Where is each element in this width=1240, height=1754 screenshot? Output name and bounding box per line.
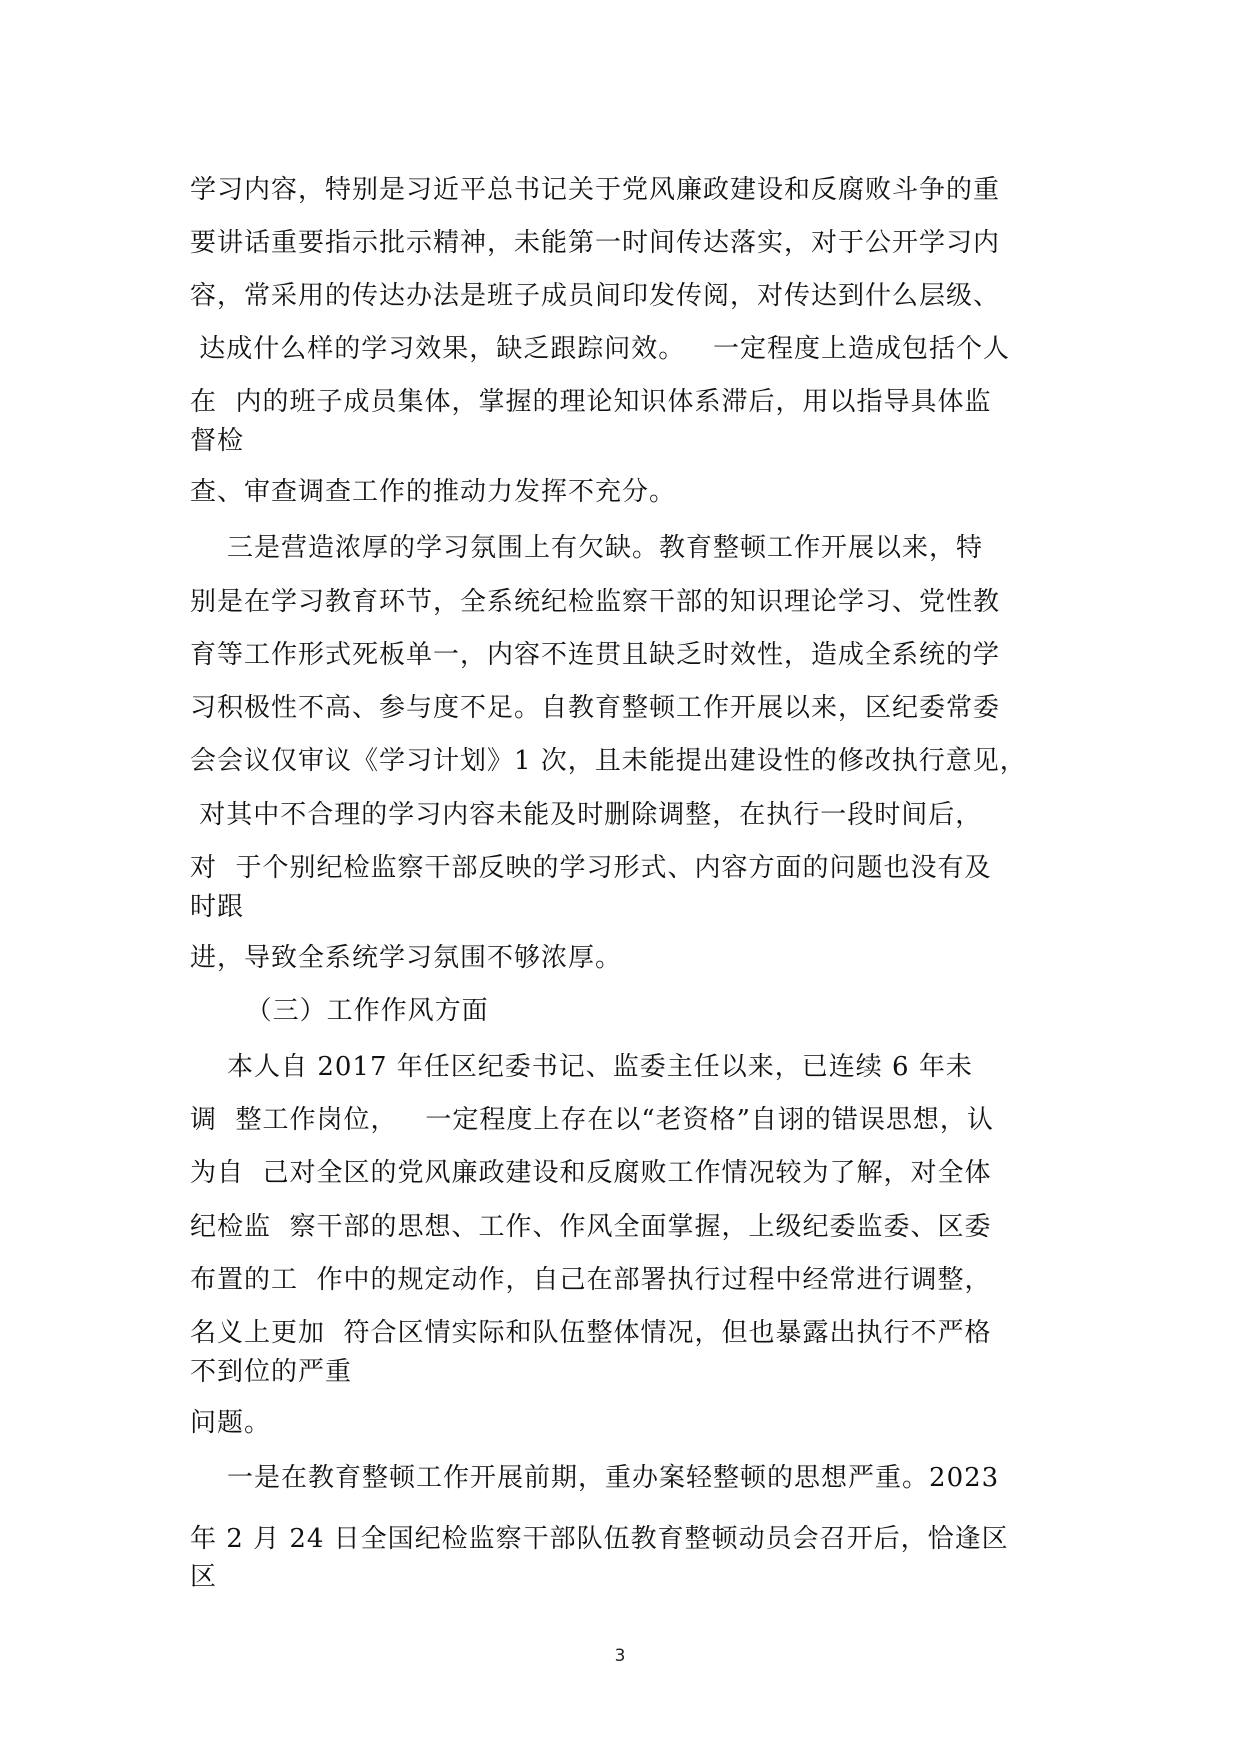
text-line: 在 内的班子成员集体，掌握的理论知识体系滞后，用以指导具体监	[190, 387, 992, 417]
text-line: 查、审查调查工作的推动力发挥不充分。	[190, 477, 677, 507]
text-line: 名义上更加 符合区情实际和队伍整体情况，但也暴露出执行不严格	[190, 1318, 992, 1348]
text-line: 学习内容，特别是习近平总书记关于党风廉政建设和反腐败斗争的重	[190, 175, 1001, 205]
text-line: 育等工作形式死板单一，内容不连贯且缺乏时效性，造成全系统的学	[190, 640, 1001, 670]
text-line: 要讲话重要指示批示精神，未能第一时间传达落实，对于公开学习内	[190, 228, 1001, 258]
text-line: 别是在学习教育环节，全系统纪检监察干部的知识理论学习、党性教	[190, 587, 1001, 617]
text-line: 布置的工 作中的规定动作，自己在部署执行过程中经常进行调整，	[190, 1265, 992, 1295]
text-line: 对其中不合理的学习内容未能及时删除调整，在执行一段时间后，	[190, 800, 983, 830]
text-line: 会会议仅审议《学习计划》1 次，且未能提出建设性的修改执行意见，	[190, 746, 1027, 776]
text-line: 调 整工作岗位， 一定程度上存在以“老资格”自诩的错误思想，认	[190, 1105, 994, 1135]
text-line: 达成什么样的学习效果，缺乏跟踪问效。 一定程度上造成包括个人	[190, 334, 1011, 364]
text-line: 三是营造浓厚的学习氛围上有欠缺。教育整顿工作开展以来，特	[190, 533, 984, 563]
section-heading: （三）工作作风方面	[190, 996, 489, 1026]
text-line: 不到位的严重	[190, 1357, 353, 1387]
text-line: 督检	[190, 426, 245, 456]
text-line: 容，常采用的传达办法是班子成员间印发传阅，对传达到什么层级、	[190, 281, 1001, 311]
text-line: 对 于个别纪检监察干部反映的学习形式、内容方面的问题也没有及	[190, 853, 992, 883]
text-line: 进，导致全系统学习氛围不够浓厚。	[190, 943, 623, 973]
text-line: 本人自 2017 年任区纪委书记、监委主任以来，已连续 6 年未	[190, 1052, 973, 1082]
text-line: 为自 己对全区的党风廉政建设和反腐败工作情况较为了解，对全体	[190, 1158, 992, 1188]
text-line: 习积极性不高、参与度不足。自教育整顿工作开展以来，区纪委常委	[190, 693, 1001, 723]
text-line: 时跟	[190, 892, 245, 922]
text-line: 问题。	[190, 1408, 272, 1438]
text-line: 一是在教育整顿工作开展前期，重办案轻整顿的思想严重。2023	[190, 1463, 1000, 1493]
text-line: 纪检监 察干部的思想、工作、作风全面掌握，上级纪委监委、区委	[190, 1212, 992, 1242]
page-number: 3	[614, 1646, 626, 1666]
text-line: 年 2 月 24 日全国纪检监察干部队伍教育整顿动员会召开后，恰逢区	[190, 1524, 1009, 1554]
text-line: 区	[190, 1562, 218, 1592]
